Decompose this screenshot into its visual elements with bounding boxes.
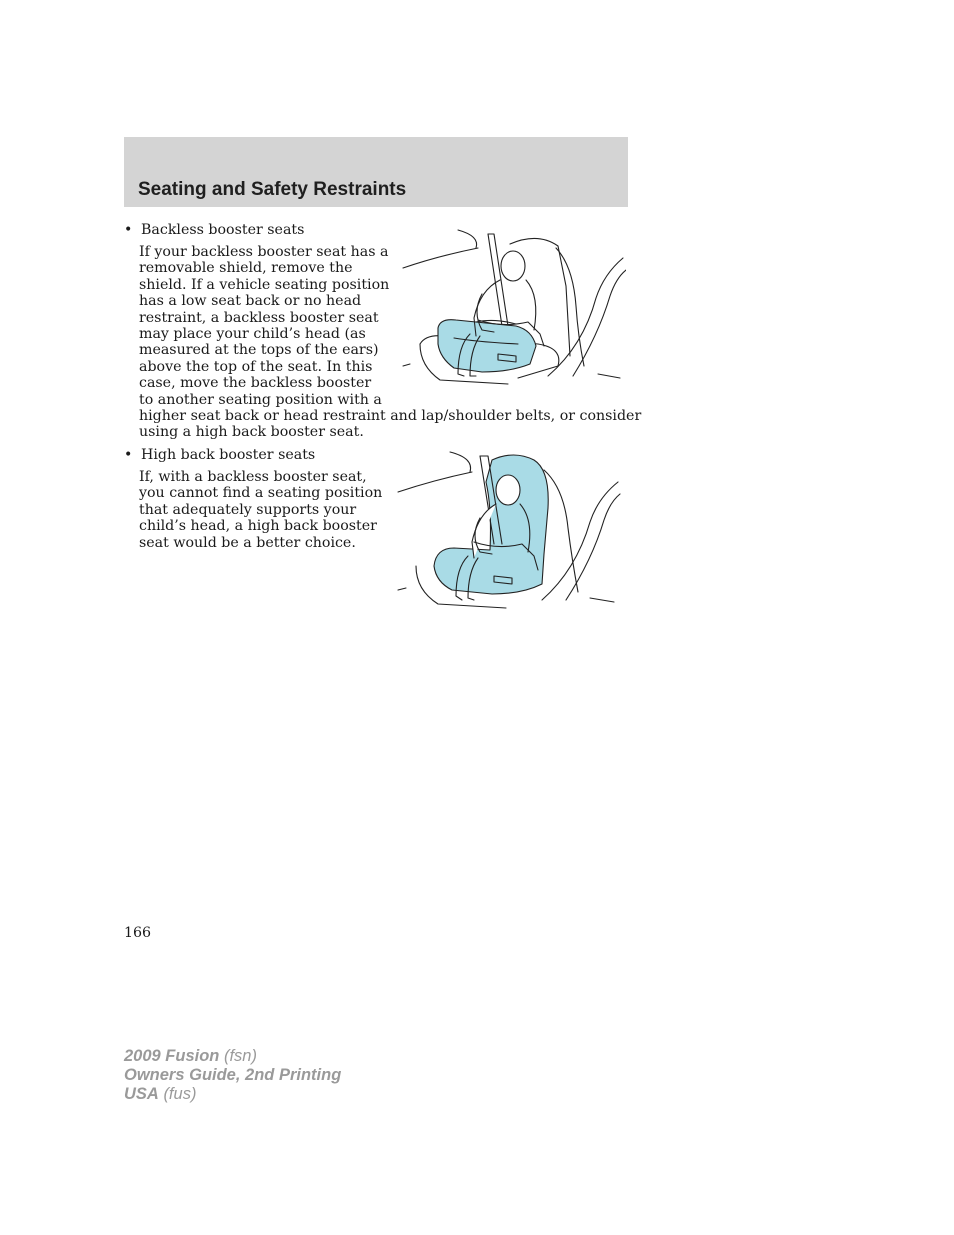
bullet-icon: • — [124, 447, 133, 463]
text-line: case, move the backless booster — [139, 375, 372, 392]
footer-line-3 — [124, 1085, 341, 1104]
footer-line-1 — [124, 1047, 341, 1066]
paragraph-high-back — [139, 469, 382, 551]
backless-booster-illustration — [398, 226, 626, 386]
bullet-heading: Backless booster seats — [141, 222, 305, 238]
footer-model: 2009 Fusion — [124, 1047, 220, 1065]
footer-market: USA — [124, 1085, 159, 1103]
text-line: child’s head, a high back booster — [139, 518, 377, 535]
text-line: has a low seat back or no head — [139, 293, 362, 310]
footer-guide: Owners Guide, 2nd Printing — [124, 1066, 342, 1084]
text-line: higher seat back or head restraint and lap/shoulder belts, or consider — [139, 408, 642, 425]
text-line: above the top of the seat. In this — [139, 358, 373, 375]
text-line: restraint, a backless booster seat — [139, 309, 379, 326]
footer-line-2 — [124, 1066, 341, 1085]
footer-market-code: (fus) — [163, 1085, 197, 1103]
document-footer — [124, 1047, 341, 1104]
text-line: may place your child’s head (as — [139, 326, 366, 343]
text-line: shield. If a vehicle seating position — [139, 276, 390, 293]
bullet-item-high-back — [124, 447, 315, 463]
text-line: removable shield, remove the — [139, 260, 353, 277]
text-line: measured at the tops of the ears) — [139, 342, 379, 359]
high-back-booster-illustration — [394, 448, 622, 610]
booster-base — [438, 320, 536, 372]
text-line: you cannot find a seating position — [139, 485, 383, 502]
text-line: seat would be a better choice. — [139, 534, 356, 551]
page-number: 166 — [124, 925, 152, 941]
text-line: If your backless booster seat has a — [139, 244, 389, 260]
bullet-icon: • — [124, 222, 133, 238]
text-line: to another seating position with a — [139, 391, 382, 408]
text-line: If, with a backless booster seat, — [139, 469, 367, 485]
section-header-band — [124, 137, 628, 207]
bullet-heading: High back booster seats — [141, 447, 316, 463]
text-line: that adequately supports your — [139, 501, 357, 518]
text-line: using a high back booster seat. — [139, 424, 364, 441]
bullet-item-backless — [124, 222, 304, 238]
section-title: Seating and Safety Restraints — [138, 179, 407, 200]
footer-model-code: (fsn) — [223, 1047, 257, 1065]
